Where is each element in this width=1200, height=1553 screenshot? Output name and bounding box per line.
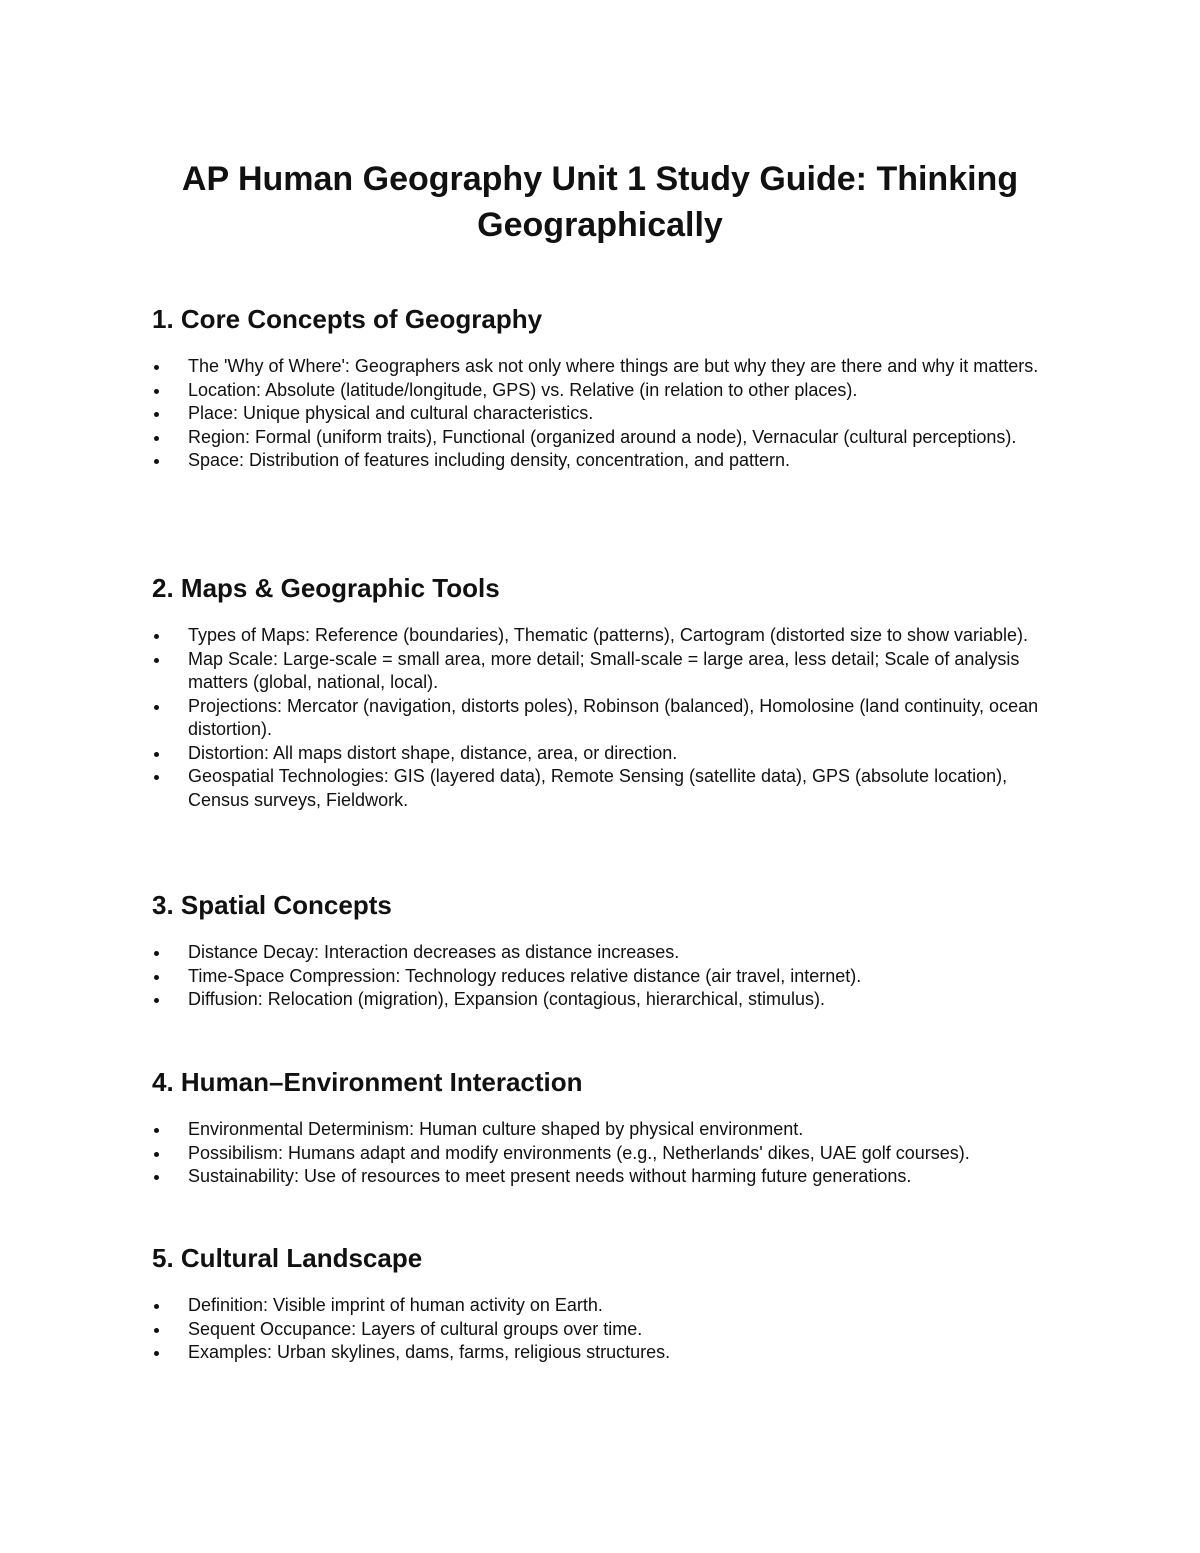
section-maps-tools: [152, 572, 1052, 812]
list-item: [152, 449, 1054, 473]
section-human-environment: [152, 1066, 1052, 1189]
list-item-text: Space: Distribution of features including density, concentration, and pattern.: [188, 450, 791, 470]
list-item-text: Distortion: All maps distort shape, distance, area, or direction.: [188, 742, 678, 763]
bullet-list: [152, 1294, 1052, 1365]
list-item: [152, 765, 1054, 812]
list-item: [152, 1318, 1054, 1342]
list-item-text: Location: Absolute (latitude/longitude, GPS) vs. Relative (in relation to other places).: [188, 379, 858, 400]
list-item-text: Time-Space Compression: Technology reduces relative distance (air travel, internet).: [188, 965, 862, 986]
bullet-list: [152, 1118, 1052, 1189]
list-item: [152, 1165, 1054, 1189]
bullet-icon: [154, 1351, 159, 1356]
bullet-icon: [154, 775, 159, 780]
list-item-text: Map Scale: Large-scale = small area, more detail; Small-scale = large area, less detail; Scale of analysis matters (global, national, local).: [188, 648, 1020, 692]
list-item: [152, 624, 1054, 648]
list-item-text: Definition: Visible imprint of human activity on Earth.: [188, 1295, 603, 1315]
list-item: [152, 742, 1054, 766]
list-item: [152, 426, 1054, 450]
bullet-icon: [154, 1175, 159, 1180]
bullet-icon: [154, 436, 159, 441]
bullet-icon: [154, 1328, 159, 1333]
bullet-icon: [154, 1128, 159, 1133]
list-item-text: Distance Decay: Interaction decreases as distance increases.: [188, 942, 680, 962]
list-item: [152, 402, 1054, 426]
bullet-icon: [154, 1304, 159, 1309]
bullet-list: [152, 941, 1052, 1012]
list-item: [152, 1142, 1054, 1166]
list-item-text: Examples: Urban skylines, dams, farms, religious structures.: [188, 1342, 671, 1362]
bullet-icon: [154, 975, 159, 980]
list-item: [152, 355, 1054, 379]
list-item: [152, 988, 1054, 1012]
bullet-icon: [154, 998, 159, 1003]
list-item: [152, 1294, 1054, 1318]
bullet-icon: [154, 1152, 159, 1157]
bullet-icon: [154, 634, 159, 639]
section-heading: 4. Human–Environment Interaction: [152, 1067, 583, 1097]
bullet-icon: [154, 705, 159, 710]
document-title: AP Human Geography Unit 1 Study Guide: Thinking Geographically: [181, 160, 1019, 244]
list-item-text: Region: Formal (uniform traits), Functional (organized around a node), Vernacular (cultural perceptions).: [188, 426, 1017, 447]
bullet-icon: [154, 389, 159, 394]
list-item: [152, 648, 1054, 695]
list-item: [152, 1118, 1054, 1142]
list-item: [152, 695, 1054, 742]
bullet-icon: [154, 658, 159, 663]
bullet-icon: [154, 752, 159, 757]
bullet-icon: [154, 412, 159, 417]
bullet-list: [152, 624, 1052, 812]
section-heading: 5. Cultural Landscape: [152, 1243, 423, 1273]
list-item-text: Sustainability: Use of resources to meet present needs without harming future generations.: [188, 1166, 912, 1186]
list-item-text: Types of Maps: Reference (boundaries), Thematic (patterns), Cartogram (distorted size to show variable).: [188, 625, 1029, 645]
list-item: [152, 965, 1054, 989]
list-item-text: Place: Unique physical and cultural characteristics.: [188, 403, 594, 423]
bullet-icon: [154, 459, 159, 464]
section-core-concepts: [152, 303, 1052, 473]
section-heading: 2. Maps & Geographic Tools: [152, 573, 500, 603]
section-cultural-landscape: [152, 1242, 1052, 1365]
list-item: [152, 1341, 1054, 1365]
list-item-text: Environmental Determinism: Human culture shaped by physical environment.: [188, 1119, 804, 1139]
list-item-text: Projections: Mercator (navigation, distorts poles), Robinson (balanced), Homolosine (land continuity, ocean distortion).: [188, 695, 1039, 739]
section-spatial-concepts: [152, 889, 1052, 1012]
list-item: [152, 941, 1054, 965]
section-heading: 1. Core Concepts of Geography: [152, 304, 543, 334]
bullet-icon: [154, 365, 159, 370]
list-item-text: Geospatial Technologies: GIS (layered data), Remote Sensing (satellite data), GPS (absolute location), Census surveys, Fieldwork.: [188, 766, 1008, 810]
list-item-text: Diffusion: Relocation (migration), Expansion (contagious, hierarchical, stimulus).: [188, 989, 825, 1009]
list-item-text: Possibilism: Humans adapt and modify environments (e.g., Netherlands' dikes, UAE golf courses).: [188, 1142, 970, 1163]
section-heading: 3. Spatial Concepts: [152, 890, 392, 920]
list-item-text: The 'Why of Where': Geographers ask not only where things are but why they are there and why it matters.: [188, 356, 1039, 376]
bullet-list: [152, 355, 1052, 473]
list-item: [152, 379, 1054, 403]
bullet-icon: [154, 951, 159, 956]
list-item-text: Sequent Occupance: Layers of cultural groups over time.: [188, 1318, 643, 1339]
